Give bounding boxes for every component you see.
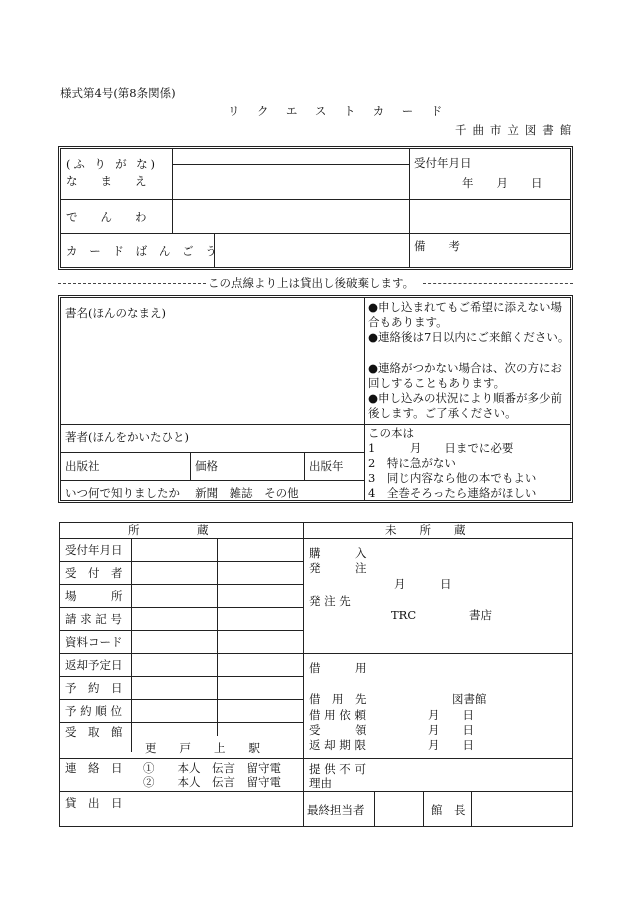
- divider: [59, 630, 303, 631]
- receipt-date: 月 日: [428, 723, 474, 737]
- row-receiver: 受 付 者: [65, 566, 123, 580]
- bookstore-label: 書店: [469, 608, 492, 622]
- divider: [59, 561, 303, 562]
- borrow-request-label: 借 用 依 頼: [309, 708, 366, 722]
- divider: [59, 607, 303, 608]
- divider: [303, 522, 304, 827]
- borrow-from-label: 借 用 先: [309, 692, 367, 706]
- name-field[interactable]: [173, 166, 408, 198]
- divider: [59, 584, 303, 585]
- return-deadline-date: 月 日: [428, 738, 474, 752]
- lend-date-label: 貸 出 日: [65, 796, 123, 810]
- library-name: 千 曲 市 立 図 書 館: [455, 123, 573, 137]
- contact-line-2[interactable]: ② 本人 伝言 留守電: [143, 775, 281, 789]
- divider: [61, 480, 364, 481]
- order-label: 発 注: [309, 561, 367, 575]
- row-location: 場 所: [65, 589, 123, 603]
- row-call-number: 請 求 記 号: [65, 612, 122, 626]
- contact-line-1[interactable]: ① 本人 伝言 留守電: [143, 761, 281, 775]
- divider: [304, 452, 305, 480]
- card-number-label: カ ー ド ば ん ご う: [66, 244, 221, 258]
- divider: [471, 791, 472, 827]
- divider: [59, 676, 303, 677]
- furigana-field[interactable]: [173, 150, 408, 163]
- phone-field[interactable]: [173, 201, 408, 232]
- divider: [217, 538, 218, 736]
- form-title: リ ク エ ス ト カ ー ド: [228, 104, 450, 118]
- unowned-header: 未 所 蔵: [385, 523, 466, 537]
- divider: [423, 791, 424, 827]
- year-label: 出版年: [309, 459, 344, 473]
- notice-3: ●連絡がつかない場合は、次の方にお回しすることもあります。: [368, 361, 563, 390]
- row-reserve-order: 予 約 順 位: [65, 704, 122, 718]
- borrow-request-date: 月 日: [428, 708, 474, 722]
- divider: [59, 791, 573, 792]
- reason-label: 理由: [309, 776, 332, 790]
- final-staff-label: 最終担当者: [307, 803, 365, 817]
- author-label: 著者(ほんをかいたひと): [65, 430, 189, 444]
- option-1[interactable]: 1 月 日までに必要: [368, 441, 514, 455]
- divider: [172, 164, 409, 165]
- divider: [59, 722, 303, 723]
- option-4[interactable]: 4 全巻そろったら連絡がほしい: [368, 486, 537, 500]
- divider: [374, 791, 375, 827]
- purchase-label: 購 入: [309, 546, 367, 560]
- divider: [59, 758, 573, 759]
- divider: [61, 233, 570, 234]
- pickup-branches[interactable]: 更 戸 上 駅: [145, 741, 260, 755]
- library-suffix: 図書館: [452, 692, 487, 706]
- receipt-label: 受 領: [309, 723, 367, 737]
- divider: [409, 149, 410, 267]
- divider: [61, 452, 364, 453]
- book-title-label: 書名(ほんのなまえ): [65, 306, 166, 320]
- trc-label: TRC: [391, 608, 417, 622]
- option-2[interactable]: 2 特に急がない: [368, 456, 456, 470]
- order-date: 月 日: [394, 577, 452, 591]
- director-label: 館 長: [431, 803, 466, 817]
- notice-2: ●連絡後は7日以内にご来館ください。: [368, 330, 570, 344]
- received-date-label: 受付年月日: [414, 156, 472, 170]
- publisher-label: 出版社: [65, 459, 100, 473]
- divider: [59, 653, 573, 654]
- divider: [59, 538, 573, 539]
- contact-date-label: 連 絡 日: [65, 761, 123, 775]
- borrow-label: 借 用: [309, 661, 367, 675]
- row-return-due: 返却予定日: [65, 658, 123, 672]
- divider: [61, 199, 570, 200]
- price-label: 価格: [195, 459, 218, 473]
- row-received-date: 受付年月日: [65, 543, 123, 557]
- divider: [61, 424, 570, 425]
- card-number-field[interactable]: [215, 235, 408, 266]
- row-pickup-library: 受 取 館: [65, 725, 123, 739]
- cut-line-left: [58, 283, 206, 284]
- unavailable-label: 提 供 不 可: [309, 762, 366, 776]
- source-label: いつ何で知りましたか 新聞 雑誌 その他: [65, 486, 299, 500]
- divider: [364, 298, 365, 500]
- phone-label: で ん わ: [66, 210, 147, 224]
- divider: [131, 538, 132, 752]
- order-destination-label: 発 注 先: [309, 594, 351, 608]
- return-deadline-label: 返 却 期 限: [309, 738, 366, 752]
- form-number: 様式第4号(第8条関係): [60, 86, 176, 100]
- cut-line-text: この点線より上は貸出し後破棄します。: [208, 276, 415, 290]
- received-date-value: 年 月 日: [462, 176, 543, 190]
- row-reserve-date: 予 約 日: [65, 681, 123, 695]
- cut-line-right: [423, 283, 573, 284]
- divider: [190, 452, 191, 480]
- name-label: な ま え: [66, 174, 147, 188]
- row-item-code: 資料コード: [65, 635, 123, 649]
- notes-label: 備 考: [414, 239, 460, 253]
- notice-1: ●申し込まれてもご希望に添えない場合もあります。: [368, 300, 563, 329]
- book-title-field[interactable]: [62, 322, 362, 422]
- need-header: この本は: [368, 426, 414, 440]
- option-3[interactable]: 3 同じ内容なら他の本でもよい: [368, 471, 537, 485]
- owned-header: 所 蔵: [128, 523, 209, 537]
- notice-4: ●申し込みの状況により順番が多少前後します。ご了承ください。: [368, 391, 563, 420]
- furigana-label: (ふ り が な): [66, 157, 158, 171]
- divider: [59, 699, 303, 700]
